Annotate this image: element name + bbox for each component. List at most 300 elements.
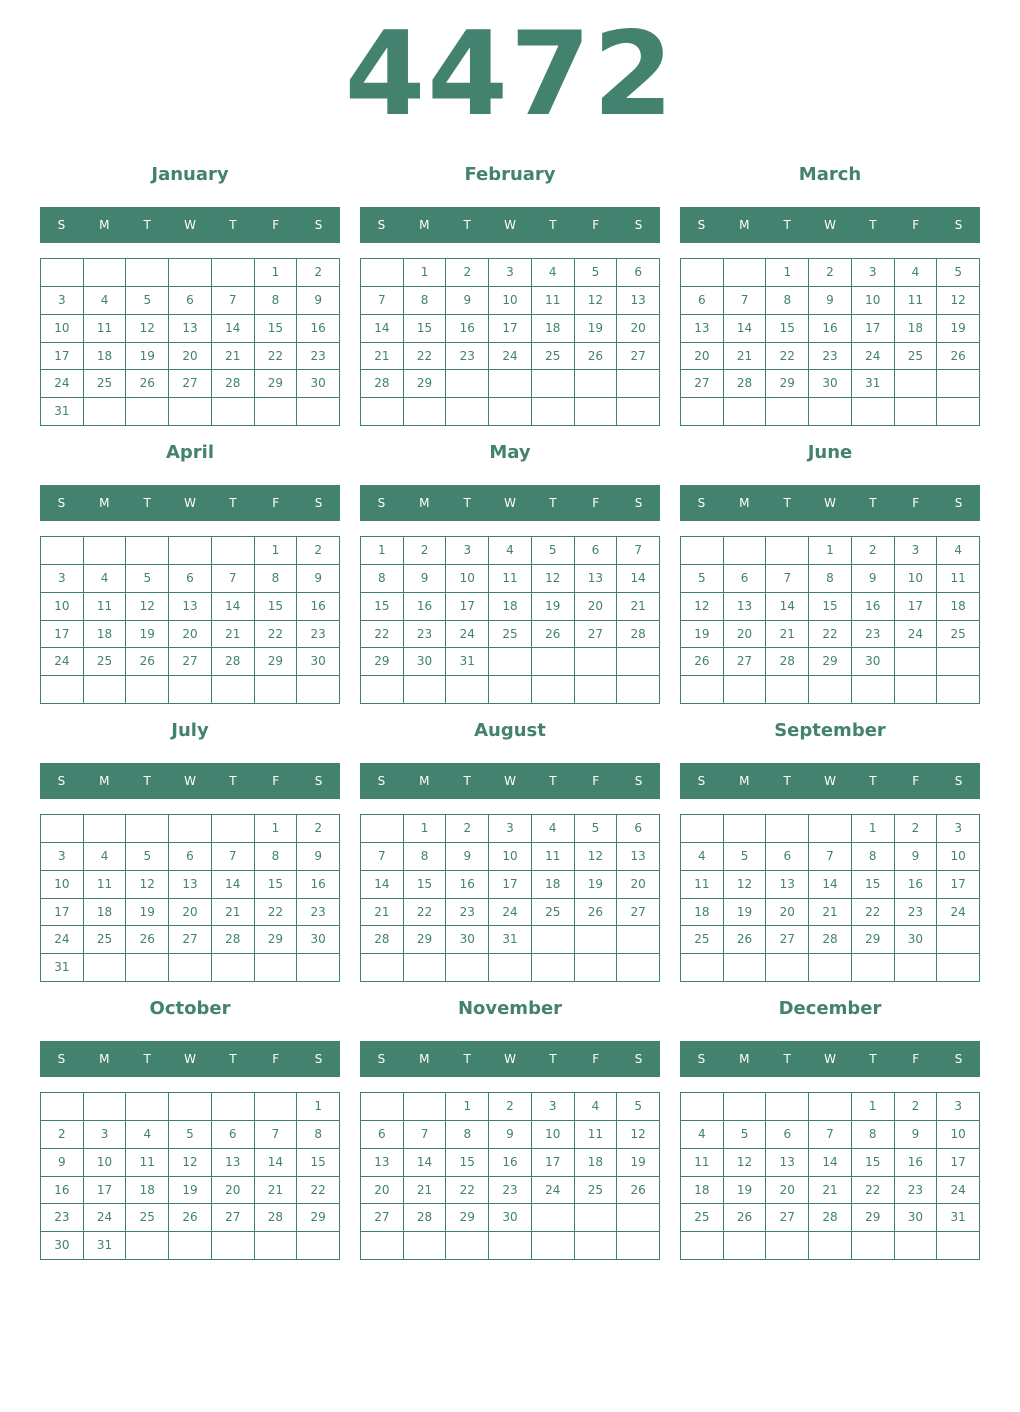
day-cell: 9 [41, 1149, 84, 1177]
day-cell: 15 [809, 593, 852, 621]
empty-day-cell [404, 676, 447, 704]
day-cell: 28 [766, 648, 809, 676]
day-cell: 25 [937, 621, 980, 649]
empty-day-cell [532, 1204, 575, 1232]
day-cell: 23 [297, 899, 340, 927]
day-cell: 22 [255, 621, 298, 649]
day-cell: 15 [766, 315, 809, 343]
empty-day-cell [84, 815, 127, 843]
day-cell: 24 [489, 899, 532, 927]
empty-day-cell [126, 537, 169, 565]
day-cell: 20 [766, 899, 809, 927]
empty-day-cell [255, 676, 298, 704]
empty-day-cell [489, 398, 532, 426]
day-cell: 7 [361, 287, 404, 315]
day-cell: 28 [404, 1204, 447, 1232]
day-cell: 6 [575, 537, 618, 565]
day-cell: 25 [895, 343, 938, 371]
day-cell: 17 [489, 871, 532, 899]
day-cell: 12 [169, 1149, 212, 1177]
weekday-label: F [912, 774, 920, 788]
day-cell: 1 [852, 1093, 895, 1121]
day-cell: 19 [126, 899, 169, 927]
weekday-label: F [912, 1052, 920, 1066]
weekday-label: S [377, 774, 386, 788]
empty-day-cell [681, 1093, 724, 1121]
month-name: November [457, 998, 563, 1019]
day-cell: 28 [255, 1204, 298, 1232]
day-cell: 14 [361, 315, 404, 343]
empty-day-cell [169, 1093, 212, 1121]
day-cell: 17 [895, 593, 938, 621]
day-cell: 1 [361, 537, 404, 565]
day-cell: 22 [852, 899, 895, 927]
empty-day-cell [169, 537, 212, 565]
empty-day-cell [255, 1093, 298, 1121]
day-cell: 14 [766, 593, 809, 621]
day-cell: 25 [681, 926, 724, 954]
empty-day-cell [575, 1204, 618, 1232]
weekday-label: S [57, 1052, 66, 1066]
day-cell: 10 [489, 843, 532, 871]
day-cell: 5 [937, 259, 980, 287]
weekday-label: M [99, 1052, 110, 1066]
day-cell: 5 [575, 259, 618, 287]
day-cell: 4 [84, 565, 127, 593]
day-cell: 14 [404, 1149, 447, 1177]
day-cell: 13 [724, 593, 767, 621]
day-cell: 30 [489, 1204, 532, 1232]
day-cell: 8 [404, 287, 447, 315]
day-cell: 5 [532, 537, 575, 565]
day-cell: 25 [84, 926, 127, 954]
day-cell: 6 [681, 287, 724, 315]
weekday-label: W [504, 1052, 516, 1066]
day-cell: 17 [41, 621, 84, 649]
day-cell: 20 [617, 315, 660, 343]
day-cell: 4 [84, 287, 127, 315]
weekday-header [40, 207, 340, 243]
weekday-label: S [697, 1052, 706, 1066]
day-cell: 25 [532, 899, 575, 927]
empty-day-cell [297, 954, 340, 982]
empty-day-cell [532, 676, 575, 704]
day-cell: 30 [297, 926, 340, 954]
weekday-label: S [954, 1052, 963, 1066]
day-cell: 31 [446, 648, 489, 676]
day-cell: 19 [169, 1177, 212, 1205]
day-cell: 27 [169, 648, 212, 676]
day-cell: 1 [255, 537, 298, 565]
day-cell: 18 [84, 899, 127, 927]
day-cell: 12 [532, 565, 575, 593]
day-cell: 21 [212, 343, 255, 371]
day-cell: 10 [532, 1121, 575, 1149]
day-cell: 26 [681, 648, 724, 676]
day-cell: 21 [361, 899, 404, 927]
empty-day-cell [617, 676, 660, 704]
empty-day-cell [404, 1093, 447, 1121]
empty-day-cell [361, 954, 404, 982]
day-cell: 22 [255, 899, 298, 927]
day-cell: 28 [724, 370, 767, 398]
empty-day-cell [617, 370, 660, 398]
day-cell: 7 [617, 537, 660, 565]
day-grid [360, 1092, 660, 1260]
month-december [680, 994, 980, 1225]
month-august [360, 716, 660, 947]
weekday-label: M [419, 218, 430, 232]
empty-day-cell [937, 1232, 980, 1260]
day-cell: 15 [446, 1149, 489, 1177]
weekday-header [360, 1041, 660, 1077]
day-cell: 22 [297, 1177, 340, 1205]
month-name: April [165, 442, 215, 463]
empty-day-cell [766, 398, 809, 426]
empty-day-cell [446, 676, 489, 704]
day-cell: 13 [212, 1149, 255, 1177]
empty-day-cell [489, 648, 532, 676]
month-march [680, 160, 980, 391]
day-cell: 28 [212, 648, 255, 676]
weekday-label: T [869, 1052, 877, 1066]
empty-day-cell [937, 648, 980, 676]
day-cell: 2 [446, 259, 489, 287]
day-cell: 27 [361, 1204, 404, 1232]
day-cell: 18 [489, 593, 532, 621]
weekday-label: W [184, 774, 196, 788]
day-cell: 19 [937, 315, 980, 343]
day-cell: 17 [937, 871, 980, 899]
empty-day-cell [41, 676, 84, 704]
day-cell: 20 [169, 621, 212, 649]
day-cell: 26 [126, 370, 169, 398]
weekday-label: T [783, 218, 791, 232]
empty-day-cell [852, 398, 895, 426]
day-cell: 27 [169, 926, 212, 954]
day-grid [360, 258, 660, 426]
weekday-label: T [143, 496, 151, 510]
day-cell: 29 [255, 926, 298, 954]
day-cell: 2 [895, 1093, 938, 1121]
empty-day-cell [361, 1093, 404, 1121]
weekday-label: W [504, 774, 516, 788]
empty-day-cell [617, 1204, 660, 1232]
empty-day-cell [446, 398, 489, 426]
day-cell: 3 [84, 1121, 127, 1149]
weekday-label: T [143, 218, 151, 232]
weekday-label: F [272, 218, 280, 232]
day-cell: 5 [126, 287, 169, 315]
weekday-label: S [314, 1052, 323, 1066]
empty-day-cell [212, 259, 255, 287]
weekday-label: F [272, 774, 280, 788]
empty-day-cell [126, 954, 169, 982]
day-cell: 21 [724, 343, 767, 371]
day-cell: 19 [681, 621, 724, 649]
day-cell: 23 [404, 621, 447, 649]
empty-day-cell [84, 1093, 127, 1121]
weekday-label: S [57, 218, 66, 232]
weekday-label: S [57, 496, 66, 510]
day-cell: 22 [361, 621, 404, 649]
day-cell: 7 [724, 287, 767, 315]
day-cell: 4 [489, 537, 532, 565]
day-cell: 20 [212, 1177, 255, 1205]
empty-day-cell [895, 398, 938, 426]
day-cell: 5 [724, 843, 767, 871]
day-cell: 13 [681, 315, 724, 343]
weekday-label: W [504, 218, 516, 232]
day-cell: 20 [575, 593, 618, 621]
weekday-label: T [783, 496, 791, 510]
empty-day-cell [255, 1232, 298, 1260]
day-cell: 1 [446, 1093, 489, 1121]
weekday-label: M [739, 774, 750, 788]
day-cell: 22 [446, 1177, 489, 1205]
weekday-label: S [57, 774, 66, 788]
weekday-label: S [634, 496, 643, 510]
day-cell: 27 [617, 899, 660, 927]
weekday-label: T [143, 1052, 151, 1066]
day-cell: 30 [852, 648, 895, 676]
weekday-label: W [184, 218, 196, 232]
empty-day-cell [532, 1232, 575, 1260]
weekday-label: M [419, 496, 430, 510]
weekday-label: F [912, 496, 920, 510]
day-cell: 11 [681, 871, 724, 899]
empty-day-cell [532, 370, 575, 398]
day-cell: 7 [212, 565, 255, 593]
empty-day-cell [41, 259, 84, 287]
day-cell: 11 [489, 565, 532, 593]
empty-day-cell [766, 1093, 809, 1121]
day-cell: 7 [809, 843, 852, 871]
day-cell: 4 [532, 815, 575, 843]
day-cell: 21 [809, 899, 852, 927]
day-cell: 27 [212, 1204, 255, 1232]
day-cell: 18 [532, 871, 575, 899]
weekday-label: T [869, 774, 877, 788]
empty-day-cell [212, 1232, 255, 1260]
weekday-label: W [824, 1052, 836, 1066]
day-cell: 22 [766, 343, 809, 371]
day-cell: 17 [532, 1149, 575, 1177]
day-cell: 10 [41, 871, 84, 899]
day-cell: 23 [297, 621, 340, 649]
empty-day-cell [126, 1093, 169, 1121]
day-cell: 23 [895, 1177, 938, 1205]
month-name: February [464, 164, 556, 185]
day-cell: 1 [766, 259, 809, 287]
day-cell: 10 [937, 1121, 980, 1149]
day-cell: 16 [852, 593, 895, 621]
day-cell: 11 [681, 1149, 724, 1177]
weekday-label: T [783, 1052, 791, 1066]
day-cell: 14 [255, 1149, 298, 1177]
weekday-label: S [634, 218, 643, 232]
day-cell: 11 [84, 871, 127, 899]
day-cell: 11 [126, 1149, 169, 1177]
day-cell: 19 [126, 621, 169, 649]
empty-day-cell [169, 1232, 212, 1260]
day-cell: 23 [446, 343, 489, 371]
day-cell: 13 [617, 287, 660, 315]
day-cell: 11 [575, 1121, 618, 1149]
empty-day-cell [617, 398, 660, 426]
day-cell: 20 [361, 1177, 404, 1205]
day-cell: 14 [809, 1149, 852, 1177]
day-cell: 27 [617, 343, 660, 371]
empty-day-cell [84, 954, 127, 982]
day-cell: 25 [681, 1204, 724, 1232]
day-cell: 8 [809, 565, 852, 593]
weekday-label: T [229, 496, 237, 510]
empty-day-cell [766, 676, 809, 704]
day-cell: 23 [446, 899, 489, 927]
day-cell: 30 [41, 1232, 84, 1260]
empty-day-cell [404, 954, 447, 982]
empty-day-cell [617, 1232, 660, 1260]
day-cell: 15 [255, 871, 298, 899]
day-cell: 20 [766, 1177, 809, 1205]
weekday-label: F [592, 774, 600, 788]
day-cell: 22 [404, 899, 447, 927]
day-cell: 20 [681, 343, 724, 371]
empty-day-cell [297, 676, 340, 704]
day-cell: 25 [84, 370, 127, 398]
empty-day-cell [297, 1232, 340, 1260]
empty-day-cell [361, 398, 404, 426]
empty-day-cell [575, 648, 618, 676]
empty-day-cell [446, 1232, 489, 1260]
day-cell: 15 [404, 315, 447, 343]
empty-day-cell [126, 398, 169, 426]
empty-day-cell [937, 370, 980, 398]
empty-day-cell [852, 954, 895, 982]
weekday-label: T [229, 218, 237, 232]
day-cell: 10 [852, 287, 895, 315]
day-cell: 8 [255, 565, 298, 593]
day-cell: 24 [41, 370, 84, 398]
month-name: May [489, 442, 531, 463]
empty-day-cell [532, 926, 575, 954]
month-november [360, 994, 660, 1225]
day-cell: 31 [852, 370, 895, 398]
weekday-label: M [739, 1052, 750, 1066]
empty-day-cell [617, 954, 660, 982]
day-cell: 19 [575, 871, 618, 899]
weekday-label: F [592, 496, 600, 510]
day-cell: 13 [766, 871, 809, 899]
day-cell: 8 [446, 1121, 489, 1149]
day-cell: 16 [446, 315, 489, 343]
empty-day-cell [575, 398, 618, 426]
day-grid [40, 258, 340, 426]
weekday-label: T [549, 218, 557, 232]
weekday-label: F [592, 218, 600, 232]
weekday-label: M [419, 774, 430, 788]
day-cell: 24 [84, 1204, 127, 1232]
empty-day-cell [361, 676, 404, 704]
empty-day-cell [724, 676, 767, 704]
day-cell: 7 [361, 843, 404, 871]
empty-day-cell [724, 1093, 767, 1121]
day-cell: 16 [297, 593, 340, 621]
weekday-label: S [314, 496, 323, 510]
day-cell: 28 [617, 621, 660, 649]
empty-day-cell [681, 815, 724, 843]
day-cell: 10 [84, 1149, 127, 1177]
day-cell: 15 [852, 1149, 895, 1177]
empty-day-cell [404, 1232, 447, 1260]
day-cell: 13 [169, 315, 212, 343]
day-cell: 10 [489, 287, 532, 315]
empty-day-cell [169, 676, 212, 704]
day-grid [680, 1092, 980, 1260]
weekday-header [360, 207, 660, 243]
weekday-label: T [463, 218, 471, 232]
day-cell: 24 [895, 621, 938, 649]
day-cell: 12 [681, 593, 724, 621]
empty-day-cell [766, 815, 809, 843]
day-cell: 21 [212, 621, 255, 649]
empty-day-cell [724, 398, 767, 426]
day-cell: 17 [41, 899, 84, 927]
day-cell: 29 [404, 370, 447, 398]
day-cell: 31 [937, 1204, 980, 1232]
day-cell: 8 [766, 287, 809, 315]
day-cell: 8 [852, 843, 895, 871]
empty-day-cell [361, 1232, 404, 1260]
day-cell: 31 [41, 398, 84, 426]
day-cell: 18 [681, 899, 724, 927]
day-cell: 6 [169, 565, 212, 593]
day-cell: 14 [617, 565, 660, 593]
day-cell: 8 [255, 843, 298, 871]
month-may [360, 438, 660, 669]
empty-day-cell [575, 676, 618, 704]
day-cell: 3 [446, 537, 489, 565]
empty-day-cell [809, 954, 852, 982]
day-cell: 11 [84, 315, 127, 343]
day-cell: 2 [297, 537, 340, 565]
day-cell: 9 [809, 287, 852, 315]
empty-day-cell [809, 1232, 852, 1260]
empty-day-cell [255, 954, 298, 982]
weekday-label: S [697, 218, 706, 232]
day-cell: 29 [852, 926, 895, 954]
empty-day-cell [766, 1232, 809, 1260]
day-cell: 29 [255, 648, 298, 676]
day-cell: 29 [404, 926, 447, 954]
day-cell: 3 [489, 815, 532, 843]
weekday-label: F [272, 496, 280, 510]
month-september [680, 716, 980, 947]
weekday-label: M [419, 1052, 430, 1066]
day-cell: 24 [41, 926, 84, 954]
day-cell: 21 [809, 1177, 852, 1205]
day-cell: 26 [126, 648, 169, 676]
empty-day-cell [617, 926, 660, 954]
day-cell: 9 [297, 843, 340, 871]
weekday-header [40, 485, 340, 521]
day-cell: 28 [809, 1204, 852, 1232]
month-name: December [778, 998, 882, 1019]
day-cell: 2 [489, 1093, 532, 1121]
day-cell: 29 [809, 648, 852, 676]
day-cell: 3 [852, 259, 895, 287]
